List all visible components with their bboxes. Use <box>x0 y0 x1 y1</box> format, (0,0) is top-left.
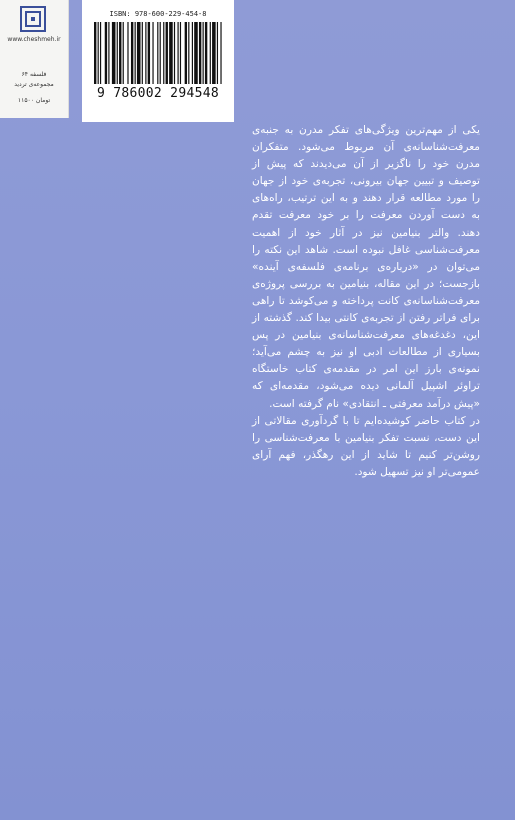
barcode-number: 9 786002 294548 <box>97 86 219 101</box>
back-cover-blurb <box>252 122 480 481</box>
barcode-icon <box>94 22 224 84</box>
series-number: فلسفه ۶۴ <box>21 71 47 78</box>
series-name: مجموعه‌ی تردید <box>14 81 54 88</box>
publisher-url: www.cheshmeh.ir <box>7 36 61 43</box>
publisher-label <box>0 0 69 118</box>
barcode-label <box>82 0 234 122</box>
isbn: ISBN: 978-600-229-454-8 <box>109 10 207 18</box>
blurb-paragraph-1: یکی از مهم‌ترین ویژگی‌های تفکر مدرن به جنبه‌ی معرفت‌شناسانه‌ی آن مربوط می‌شود. متفکران مدرن خود را ناگزیر از آن می‌دیدند که پیش از توصیف و تبیین جهان بیرونی، تجربه‌ی خود از جهان را مورد مطالعه قرار دهند و به این ترتیب، راه‌های به دست آوردن معرفت را بر خود معرفت تقدم دهند. والتر بنیامین نیز در آثار خود از اهمیت معرفت‌شناسی غافل نبوده است. شاهد این نکته را می‌توان در «درباره‌ی برنامه‌ی فلسفه‌ی آینده» بازجست؛ در این مقاله، بنیامین به بررسی پروژه‌ی معرفت‌شناسانه‌ی کانت پرداخته و می‌کوشد تا راهی برای فراتر رفتن از تجربه‌ی کانتی بیدا کند. گذشته از این، دغدغه‌های معرفت‌شناسانه‌ی بنیامین در پس بسیاری از مطالعات ادبی او نیز به چشم می‌آید؛ نمونه‌ی بارز این امر در مقدمه‌ی کتاب خاستگاه تراوئر اشپیل آلمانی دیده می‌شود، مقدمه‌ای که «پیش درآمد معرفتی ـ انتقادی» نام گرفته است. <box>252 124 480 410</box>
price: ۱۱۵۰۰ تومان <box>17 97 51 104</box>
series-info <box>2 70 66 90</box>
cheshmeh-logo-icon <box>20 6 46 32</box>
blurb-paragraph-2: در کتاب حاضر کوشیده‌ایم تا با گردآوری مقالاتی از این دست، نسبت تفکر بنیامین با معرفت‌شناسی را روشن‌تر کنیم تا شاید از این رهگذر، فهم آرای عمومی‌تر او نیز تسهیل شود. <box>252 414 480 478</box>
